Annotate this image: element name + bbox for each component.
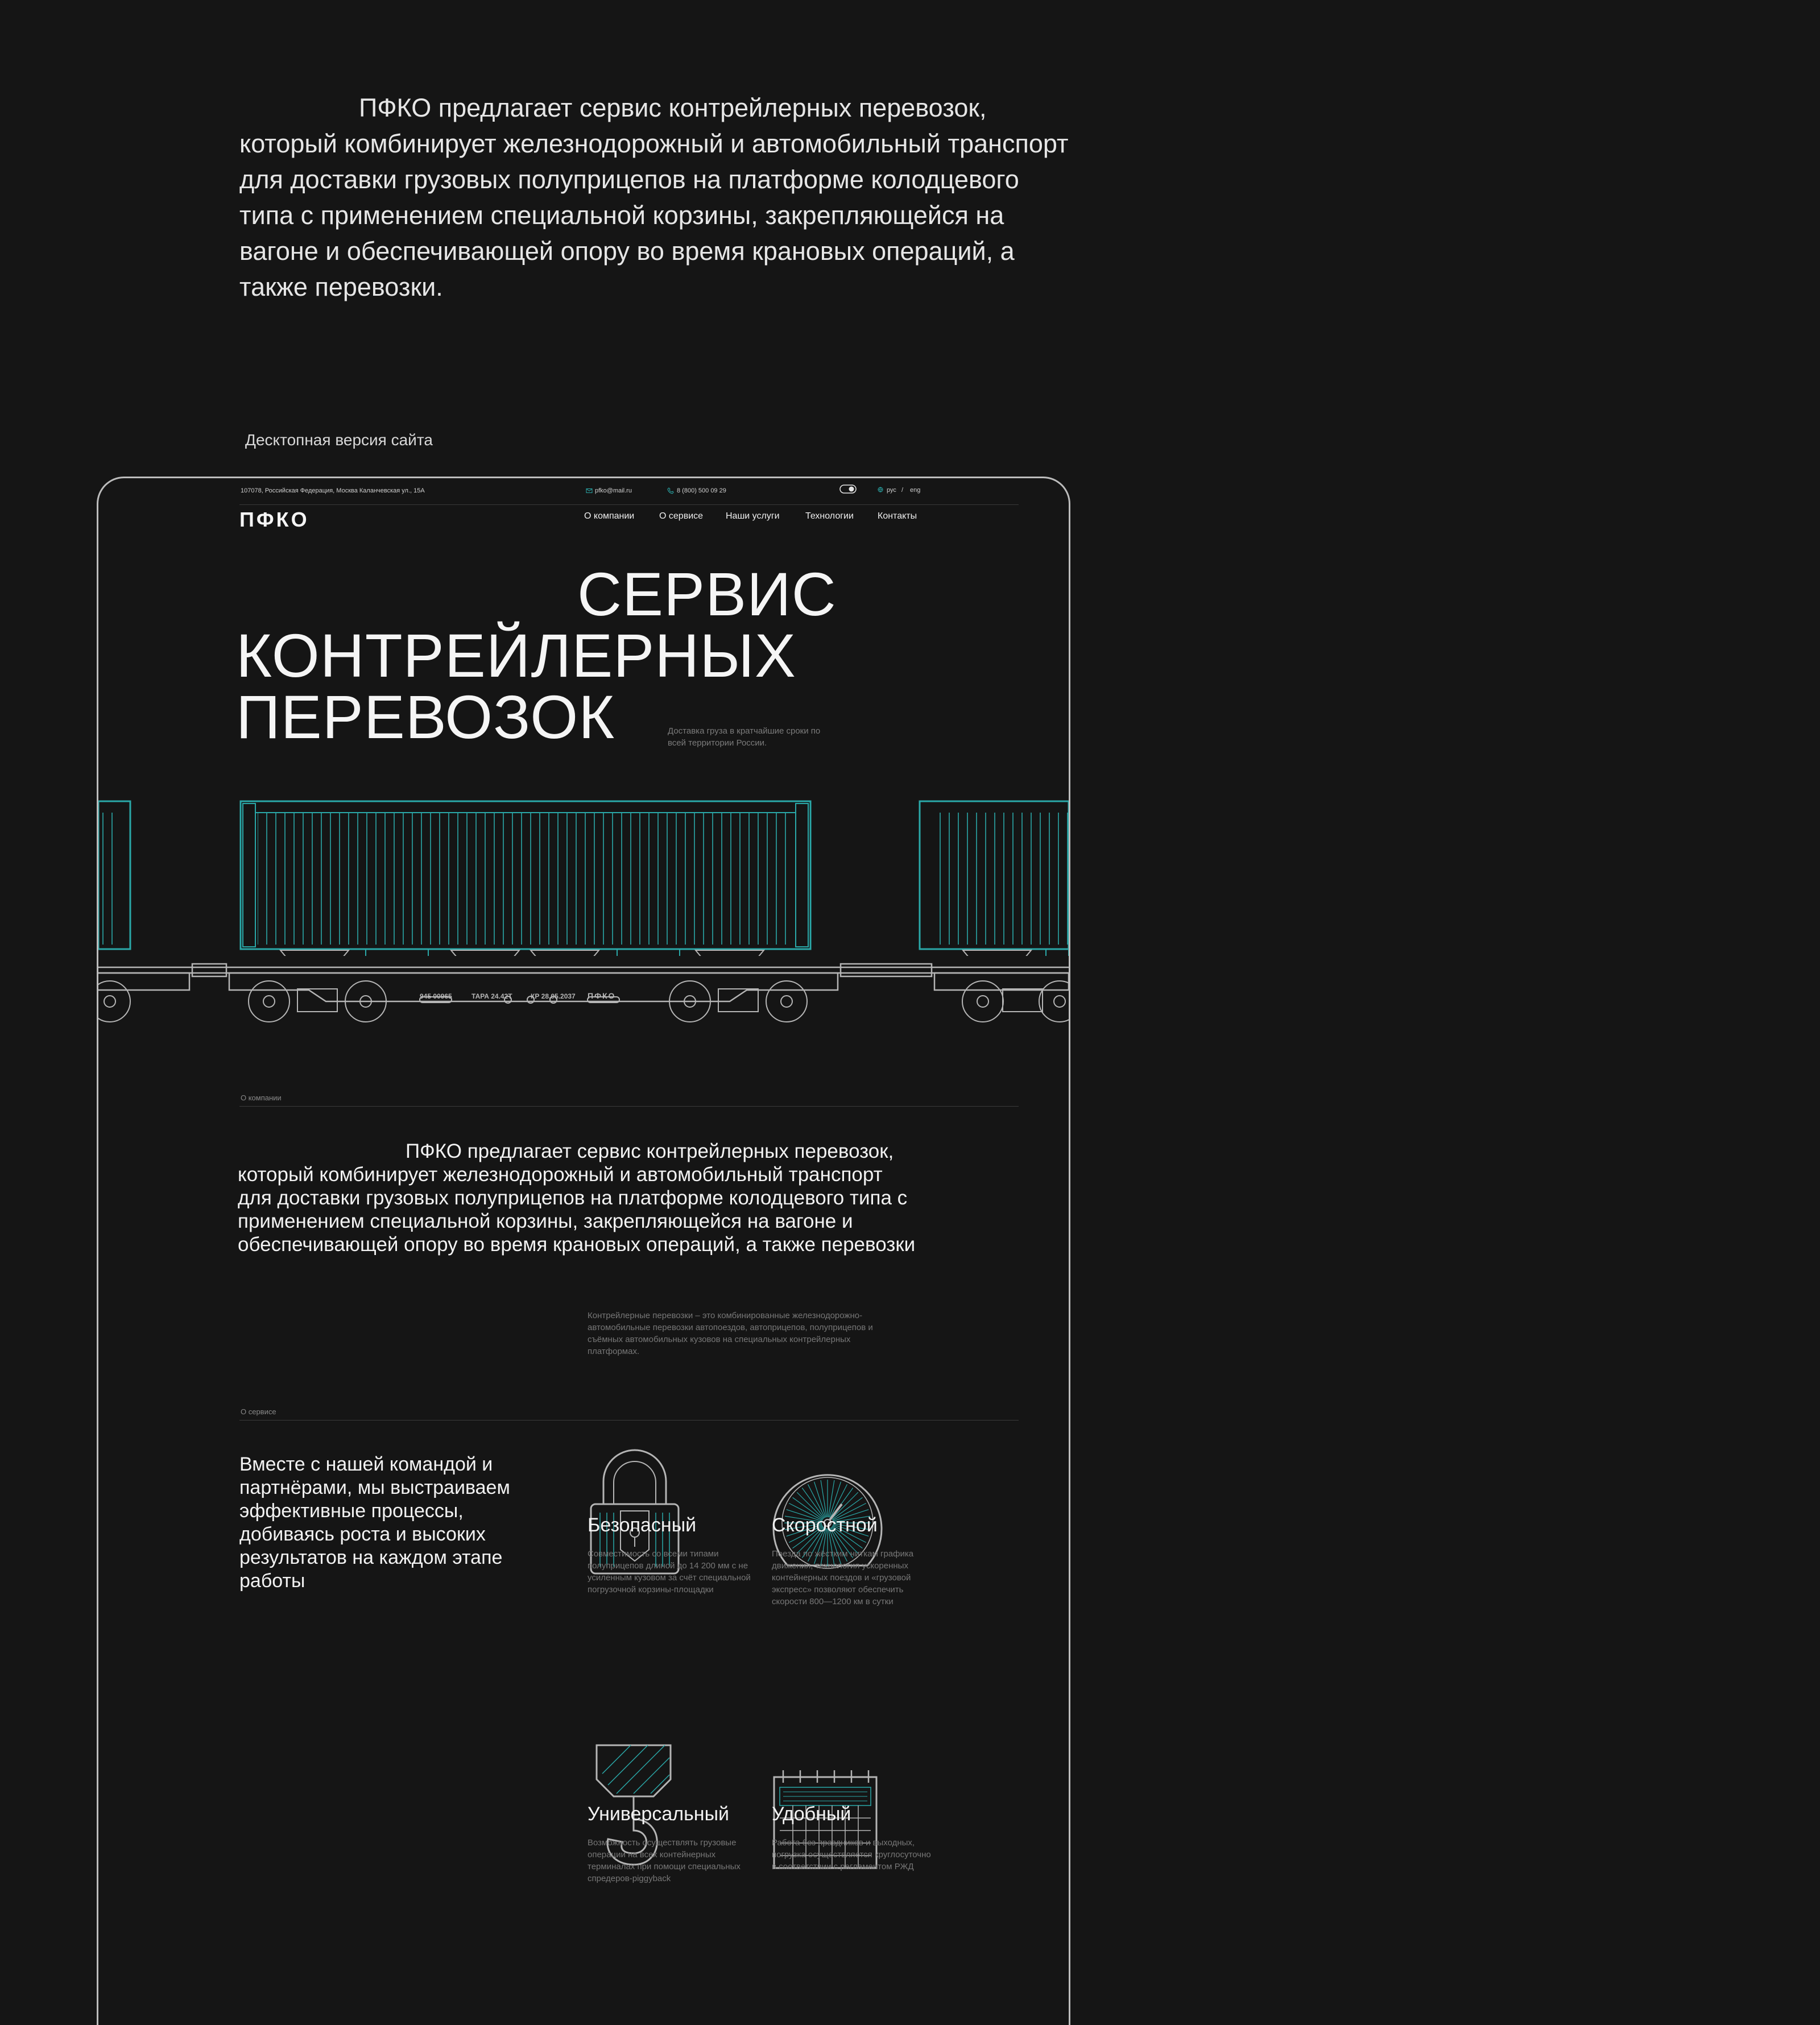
theme-toggle[interactable]: [839, 484, 857, 494]
section-caption: Десктопная версия сайта: [245, 431, 433, 449]
train-illustration: [98, 797, 1069, 956]
wagon-number: 945 00965: [420, 992, 452, 1000]
about-section-label: О компании: [241, 1094, 282, 1102]
feature-desc-universal: Возможность осуществлять грузовые операции на всех контейнерных терминалах при помощи специальных спредеров-piggyback: [588, 1838, 741, 1883]
service-section-label: О сервисе: [241, 1407, 276, 1416]
about-note: Контрейлерные перевозки – это комбинированные железнодорожно-автомобильные перевозки автопоездов, автоприцепов, полуприцепов и съёмных автомобильных кузовов на специальных контрейлерных платформах.: [588, 1311, 873, 1356]
intro-paragraph: ПФКО предлагает сервис контрейлерных перевозок, который комбинирует железнодорожный и автомобильный транспорт для доставки грузовых полуприцепов на платформе колодцевого типа с применением специальной корзины, закрепляющейся на вагоне и обеспечивающей опору во время крановых операций, а также перевозки.: [239, 93, 1069, 301]
about-divider: [239, 1106, 1019, 1107]
feature-title-safe: Безопасный: [588, 1514, 697, 1536]
phone-icon: [667, 487, 674, 494]
about-text: ПФКО предлагает сервис контрейлерных перевозок, который комбинирует железнодорожный и автомобильный транспорт для доставки грузовых полуприцепов на платформе колодцевого типа с применением специальной корзины, закрепляющейся на вагоне и обеспечивающей опору во время крановых операций, а также перевозки: [238, 1140, 916, 1256]
hero-subtitle: Доставка груза в кратчайшие сроки по всей территории России.: [668, 726, 821, 748]
hero-title-line1: СЕРВИС: [577, 560, 837, 628]
feature-desc-convenient: Работа без праздников и выходных, погрузка осуществляется круглосуточно в соответствии с регламентом РЖД: [772, 1838, 931, 1871]
nav-service[interactable]: О сервисе: [659, 511, 704, 521]
feature-title-fast: Скоростной: [772, 1514, 878, 1536]
topbar-divider: [239, 504, 1019, 505]
hero-title: [236, 560, 919, 751]
wagon-platform: [98, 956, 1069, 1024]
nav-technologies[interactable]: Технологии: [805, 511, 854, 521]
lang-ru-link[interactable]: рус: [887, 487, 896, 494]
nav-services[interactable]: Наши услуги: [726, 511, 780, 521]
feature-desc-safe: Совместимость со всеми типами полуприцепов длиной до 14 200 мм с не усиленным кузовом за счёт специальной погрузочной корзины-площадки: [588, 1549, 751, 1595]
lang-en-link[interactable]: eng: [910, 487, 921, 494]
topbar-email-link[interactable]: pfko@mail.ru: [595, 487, 632, 494]
service-divider: [239, 1420, 1019, 1421]
mail-icon: [586, 487, 593, 494]
service-intro: Вместе с нашей командой и партнёрами, мы выстраиваем эффективные процессы, добиваясь роста и высоких результатов на каждом этапе работы: [239, 1453, 510, 1592]
main-container: [241, 801, 810, 949]
feature-title-convenient: Удобный: [772, 1803, 851, 1825]
desktop-site-mockup: [97, 477, 1070, 2025]
topbar-address: 107078, Российская Федерация, Москва Каланчевская ул., 15А: [241, 487, 425, 494]
site-logo[interactable]: ПФКО: [239, 508, 309, 531]
globe-icon: [878, 487, 883, 492]
hero-title-line2: КОНТРЕЙЛЕРНЫХ: [236, 621, 796, 690]
feature-title-universal: Универсальный: [588, 1803, 730, 1825]
feature-desc-fast: Поезда по жёстким ниткам графика движения, технология ускоренных контейнерных поездов и «грузовой экспресс» позволяют обеспечить скорости 800—1200 км в сутки: [772, 1549, 914, 1606]
nav-contacts[interactable]: Контакты: [878, 511, 917, 521]
wagon-tare: ТАРА 24.42Т: [471, 992, 512, 1000]
wagon-logo: ПФКО: [588, 991, 616, 1000]
topbar-phone-link[interactable]: 8 (800) 500 09 29: [677, 487, 726, 494]
lang-separator: /: [901, 487, 904, 494]
hero-title-line3: ПЕРЕВОЗОК: [236, 682, 615, 751]
nav-about[interactable]: О компании: [584, 511, 635, 521]
wagon-kr: КР 28.05.2037: [531, 992, 576, 1000]
